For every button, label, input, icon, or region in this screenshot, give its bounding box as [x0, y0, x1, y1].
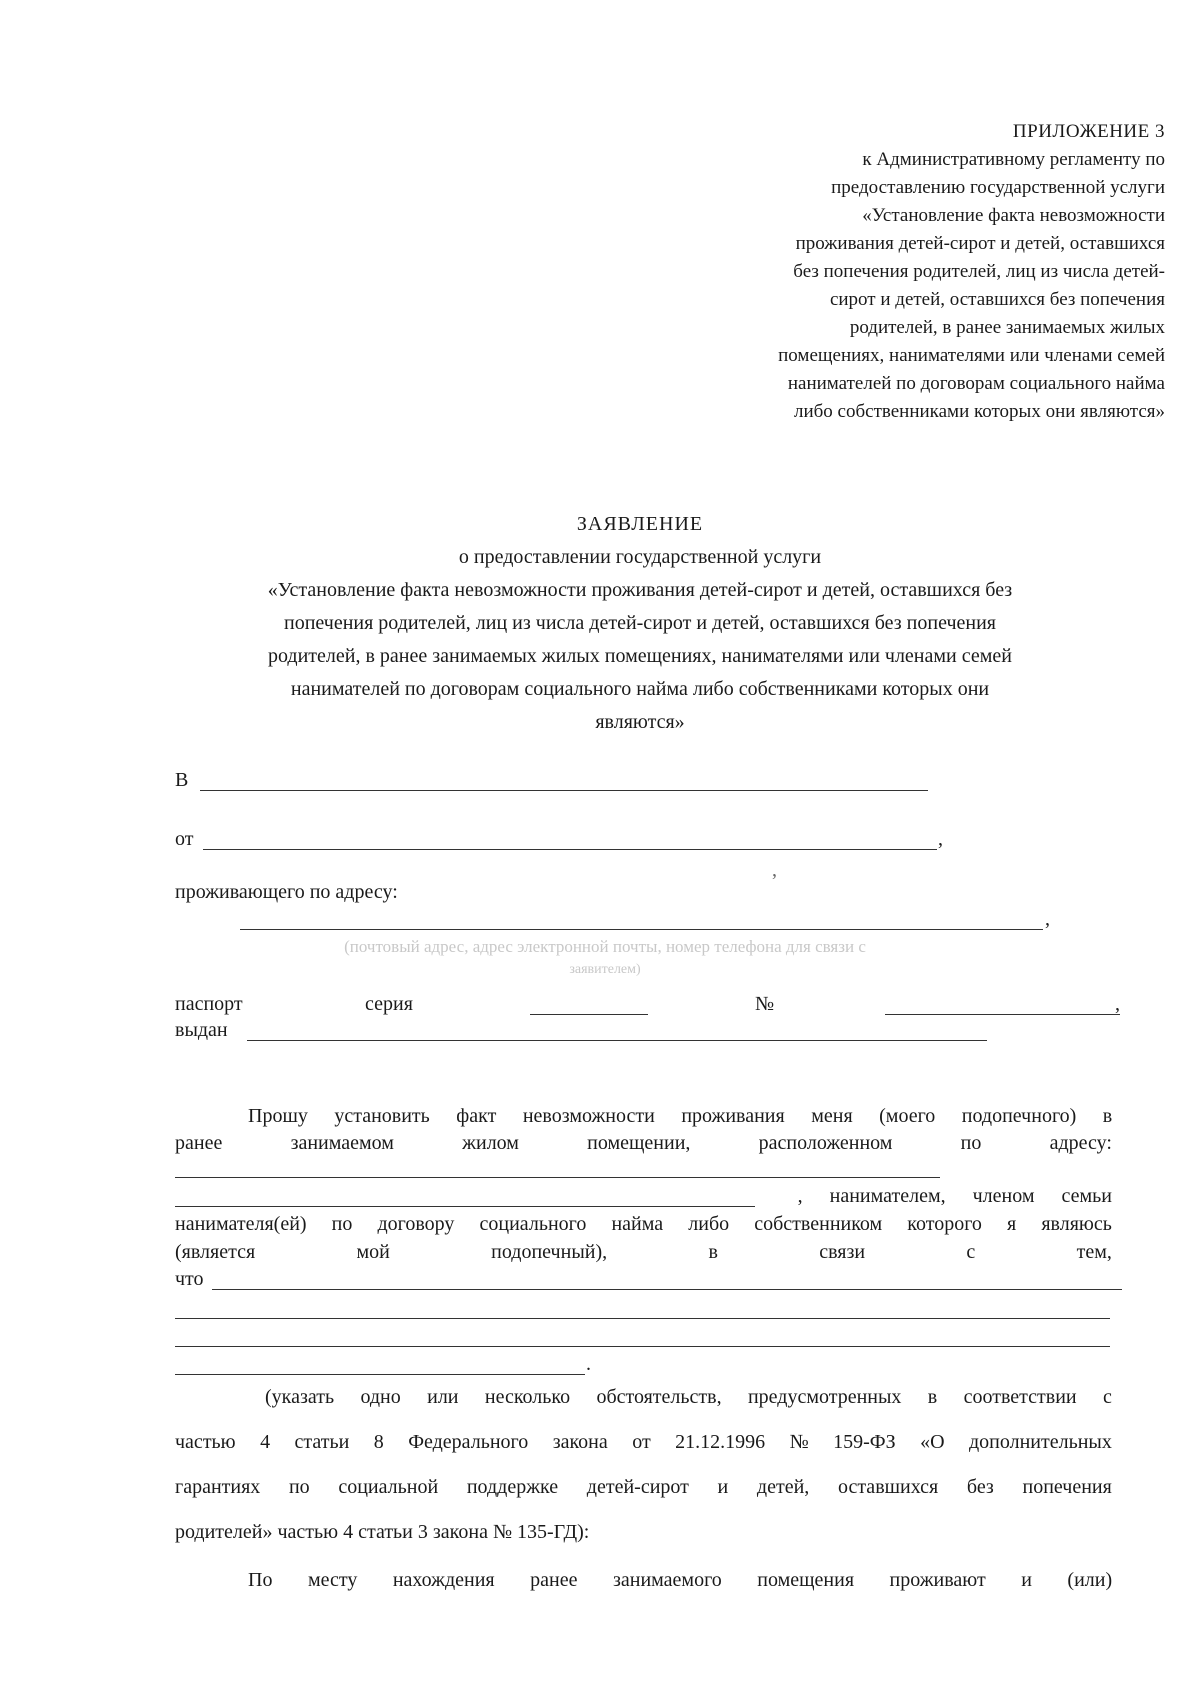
word: расположенном [758, 1132, 893, 1154]
premises-address-field[interactable] [175, 1177, 940, 1178]
appendix-line: сирот и детей, оставшихся без попечения [829, 289, 1165, 310]
passport-series-field[interactable] [530, 1014, 648, 1015]
residence-line: По месту нахождения ранее занимаемого помещения проживают и (или) [248, 1569, 1113, 1591]
series-label: серия [365, 993, 413, 1015]
comma: , [772, 859, 777, 881]
address-label: проживающего по адресу: [175, 881, 398, 903]
comma: , [938, 828, 943, 850]
statement-line: родителей, в ранее занимаемых жилых помещениях, нанимателями или членами семей [268, 645, 1012, 667]
appendix-line: к Административному регламенту по [862, 149, 1165, 170]
statement-line: «Установление факта невозможности проживания детей-сирот и детей, оставшихся без [267, 579, 1013, 601]
note-line-2: частью 4 статьи 8 Федерального закона от 21.12.1996 № 159-ФЗ «О дополнительных [175, 1431, 1112, 1453]
word: по [960, 1132, 982, 1154]
contact-hint: (почтовый адрес, адрес электронной почты, номер телефона для связи с [344, 937, 866, 956]
statement-line: о предоставлении государственной услуги [458, 546, 822, 568]
tenant-line: нанимателя(ей) по договору социального найма либо собственником которого я являюсь [175, 1213, 1112, 1235]
request-line-2 [175, 1131, 1112, 1155]
to-label: В [175, 769, 189, 791]
reason-field-4[interactable] [175, 1374, 585, 1375]
passport-number-field[interactable] [885, 1014, 1120, 1015]
appendix-line: помещениях, нанимателями или членами семей [778, 345, 1165, 366]
ward-line [175, 1240, 1112, 1264]
request-line-1: Прошу установить факт невозможности проживания меня (моего подопечного) в [248, 1105, 1113, 1127]
period: . [586, 1353, 591, 1375]
tenant-suffix [756, 1184, 1112, 1208]
word: в [708, 1241, 718, 1263]
appendix-header [605, 118, 1165, 426]
word: подопечный), [491, 1241, 608, 1263]
word: помещении, [587, 1132, 691, 1154]
reason-field-2[interactable] [175, 1318, 1110, 1319]
note-line-3: гарантиях по социальной поддержке детей-сирот и детей, оставшихся без попечения [175, 1476, 1112, 1498]
word: с [966, 1241, 976, 1263]
appendix-line: проживания детей-сирот и детей, оставшихся [795, 233, 1165, 254]
passport-label: паспорт [175, 993, 243, 1015]
comma: , [1045, 908, 1050, 930]
comma: , [1115, 993, 1120, 1015]
recipient-field[interactable] [200, 790, 928, 791]
statement-line: нанимателей по договорам социального найма либо собственниками которых они [290, 678, 990, 700]
word: связи [819, 1241, 866, 1263]
appendix-line: предоставлению государственной услуги [831, 177, 1165, 198]
from-label: от [175, 828, 194, 850]
statement-heading: ЗАЯВЛЕНИЕ [576, 513, 704, 535]
applicant-name-field[interactable] [203, 849, 937, 850]
word: мой [356, 1241, 390, 1263]
word: занимаемом [290, 1132, 394, 1154]
passport-issued-field[interactable] [247, 1040, 987, 1041]
statement-title-block [175, 508, 1105, 739]
tenant-suffix-text: , нанимателем, членом семьи [797, 1185, 1112, 1207]
contact-hint-2: заявителем) [569, 962, 641, 977]
appendix-title: ПРИЛОЖЕНИЕ 3 [1012, 121, 1165, 142]
word: (является [175, 1241, 256, 1263]
note-line-1: (указать одно или несколько обстоятельств, предусмотренных в соответствии с [265, 1386, 1112, 1408]
address-field[interactable] [240, 929, 1043, 930]
word: тем, [1076, 1241, 1112, 1263]
number-label: № [755, 993, 775, 1015]
statement-line: являются» [595, 711, 685, 733]
word: ранее [175, 1132, 223, 1154]
appendix-line: родителей, в ранее занимаемых жилых [849, 317, 1165, 338]
that-label: что [175, 1268, 204, 1290]
appendix-line: без попечения родителей, лиц из числа детей- [793, 261, 1165, 282]
premises-address-field-2[interactable] [175, 1206, 755, 1207]
word: адресу: [1049, 1132, 1112, 1154]
note-line-4: родителей» частью 4 статьи 3 закона № 135-ГД): [175, 1521, 590, 1543]
appendix-line: либо собственниками которых они являются» [793, 401, 1165, 422]
reason-field-1[interactable] [212, 1289, 1122, 1290]
appendix-line: «Установление факта невозможности [862, 205, 1165, 226]
appendix-line: нанимателей по договорам социального найма [787, 373, 1165, 394]
statement-line: попечения родителей, лиц из числа детей-сирот и детей, оставшихся без попечения [283, 612, 996, 634]
word: жилом [462, 1132, 519, 1154]
issued-label: выдан [175, 1019, 228, 1041]
reason-field-3[interactable] [175, 1346, 1110, 1347]
